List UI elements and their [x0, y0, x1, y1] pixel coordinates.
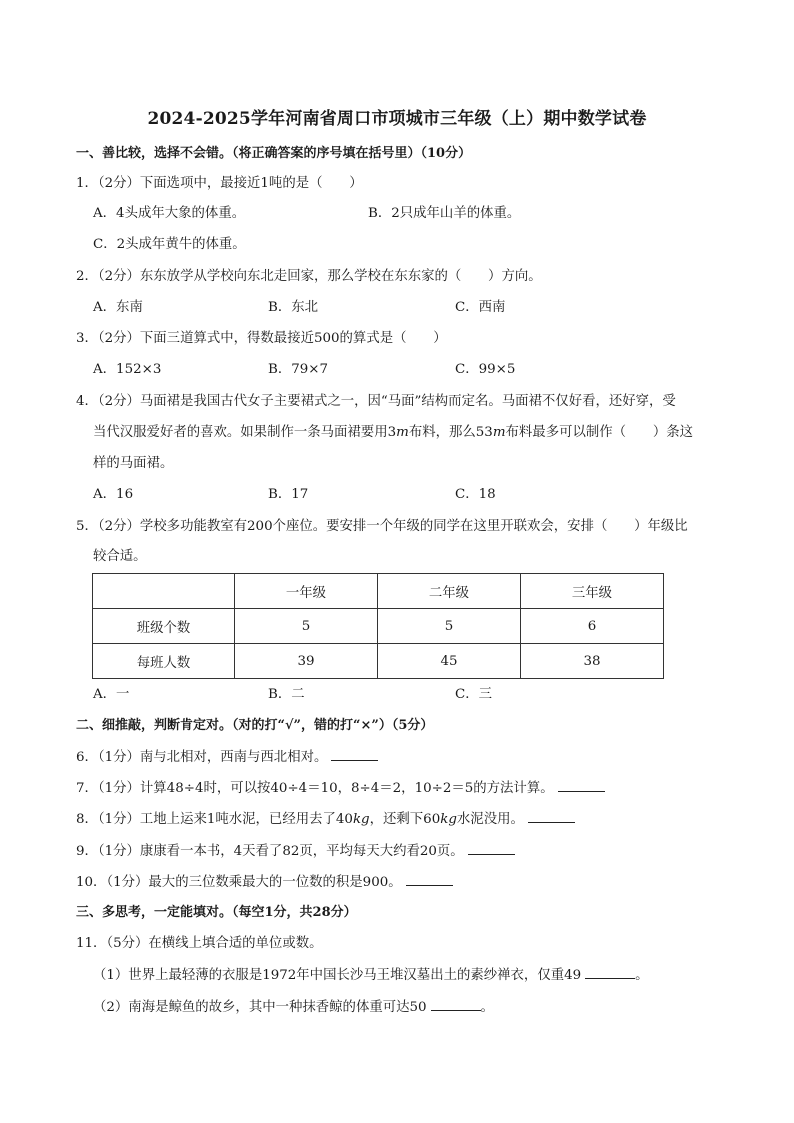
- question-1-option-b: B．2只成年山羊的体重。: [368, 206, 521, 221]
- table-cell: 38: [521, 644, 664, 679]
- question-1-option-a: A．4头成年大象的体重。: [93, 206, 246, 221]
- answer-blank[interactable]: [585, 966, 635, 979]
- unit-kg: kg: [352, 812, 370, 827]
- question-5-line-2: 较合适。: [93, 549, 147, 564]
- table-header-grade-1: 一年级: [235, 574, 378, 609]
- question-5-option-a: A．一: [93, 687, 130, 702]
- table-header-grade-3: 三年级: [521, 574, 664, 609]
- question-11-part-1: （1）世界上最轻薄的衣服是1972年中国长沙马王堆汉墓出土的素纱禅衣，仅重49 。: [93, 968, 649, 983]
- answer-blank[interactable]: [431, 998, 481, 1011]
- question-8: 8．（1分）工地上运来1吨水泥，已经用去了40kg，还剩下60kg水泥没用。: [76, 810, 575, 829]
- question-5-option-b: B．二: [268, 687, 305, 702]
- table-cell: 45: [378, 644, 521, 679]
- table-row-label: 每班人数: [93, 644, 235, 679]
- table-header-grade-2: 二年级: [378, 574, 521, 609]
- question-5-line-1: 5．（2分）学校多功能教室有200个座位。要安排一个年级的同学在这里开联欢会，安排（ ）年级比: [76, 519, 688, 534]
- section-3-heading: 三、多思考，一定能填对。（每空1分，共28分）: [76, 905, 357, 920]
- table-cell: 6: [521, 609, 664, 644]
- table-cell: 5: [378, 609, 521, 644]
- question-3-option-a: A．152×3: [93, 362, 162, 377]
- question-10: 10．（1分）最大的三位数乘最大的一位数的积是900。: [76, 873, 453, 892]
- table-row-label: 班级个数: [93, 609, 235, 644]
- unit-kg: kg: [440, 812, 457, 827]
- question-11-part-2: （2）南海是鲸鱼的故乡，其中一种抹香鲸的体重可达50 。: [93, 1000, 494, 1015]
- question-9: 9．（1分）康康看一本书，4天看了82页，平均每天大约看20页。: [76, 842, 515, 861]
- answer-blank[interactable]: [406, 873, 453, 886]
- answer-blank[interactable]: [468, 842, 515, 855]
- unit-meter: m: [396, 425, 409, 440]
- question-4-line-1: 4．（2分）马面裙是我国古代女子主要裙式之一，因“马面”结构而定名。马面裙不仅好看，还好穿，受: [76, 394, 676, 409]
- question-2-option-c: C．西南: [455, 300, 506, 315]
- section-1-heading: 一、善比较，选择不会错。（将正确答案的序号填在括号里）（10分）: [76, 146, 472, 161]
- answer-blank[interactable]: [558, 779, 605, 792]
- class-size-table: [92, 573, 664, 679]
- question-3-option-b: B．79×7: [268, 362, 329, 377]
- question-7: 7．（1分）计算48÷4时，可以按40÷4＝10，8÷4＝2，10÷2＝5的方法计算。: [76, 779, 605, 798]
- question-3-stem: 3．（2分）下面三道算式中，得数最接近500的算式是（ ）: [76, 331, 447, 346]
- question-3-option-c: C．99×5: [455, 362, 516, 377]
- table-cell: 5: [235, 609, 378, 644]
- question-4-line-2: 当代汉服爱好者的喜欢。如果制作一条马面裙要用3m布料，那么53m布料最多可以制作（ ）条这: [93, 425, 693, 440]
- question-11-stem: 11．（5分）在横线上填合适的单位或数。: [76, 936, 323, 951]
- question-1-option-c: C．2头成年黄牛的体重。: [93, 237, 246, 252]
- answer-blank[interactable]: [528, 810, 575, 823]
- question-1-stem: 1．（2分）下面选项中，最接近1吨的是（ ）: [76, 176, 363, 191]
- section-2-heading: 二、细推敲，判断肯定对。（对的打“√”，错的打“×”）（5分）: [76, 718, 434, 733]
- question-4-option-b: B．17: [268, 487, 309, 502]
- question-2-stem: 2．（2分）东东放学从学校向东北走回家，那么学校在东东家的（ ）方向。: [76, 269, 542, 284]
- table-row: [93, 609, 664, 644]
- table-cell: [93, 574, 235, 609]
- unit-meter: m: [492, 425, 506, 440]
- table-row: [93, 644, 664, 679]
- question-2-option-b: B．东北: [268, 300, 319, 315]
- exam-title: 2024-2025学年河南省周口市项城市三年级（上）期中数学试卷: [147, 109, 647, 129]
- question-4-option-c: C．18: [455, 487, 496, 502]
- question-5-option-c: C．三: [455, 687, 493, 702]
- question-4-option-a: A．16: [93, 487, 134, 502]
- answer-blank[interactable]: [331, 748, 378, 761]
- question-2-option-a: A．东南: [93, 300, 143, 315]
- table-header-row: [93, 574, 664, 609]
- table-cell: 39: [235, 644, 378, 679]
- question-6: 6．（1分）南与北相对，西南与西北相对。: [76, 748, 378, 767]
- question-4-line-3: 样的马面裙。: [93, 456, 174, 471]
